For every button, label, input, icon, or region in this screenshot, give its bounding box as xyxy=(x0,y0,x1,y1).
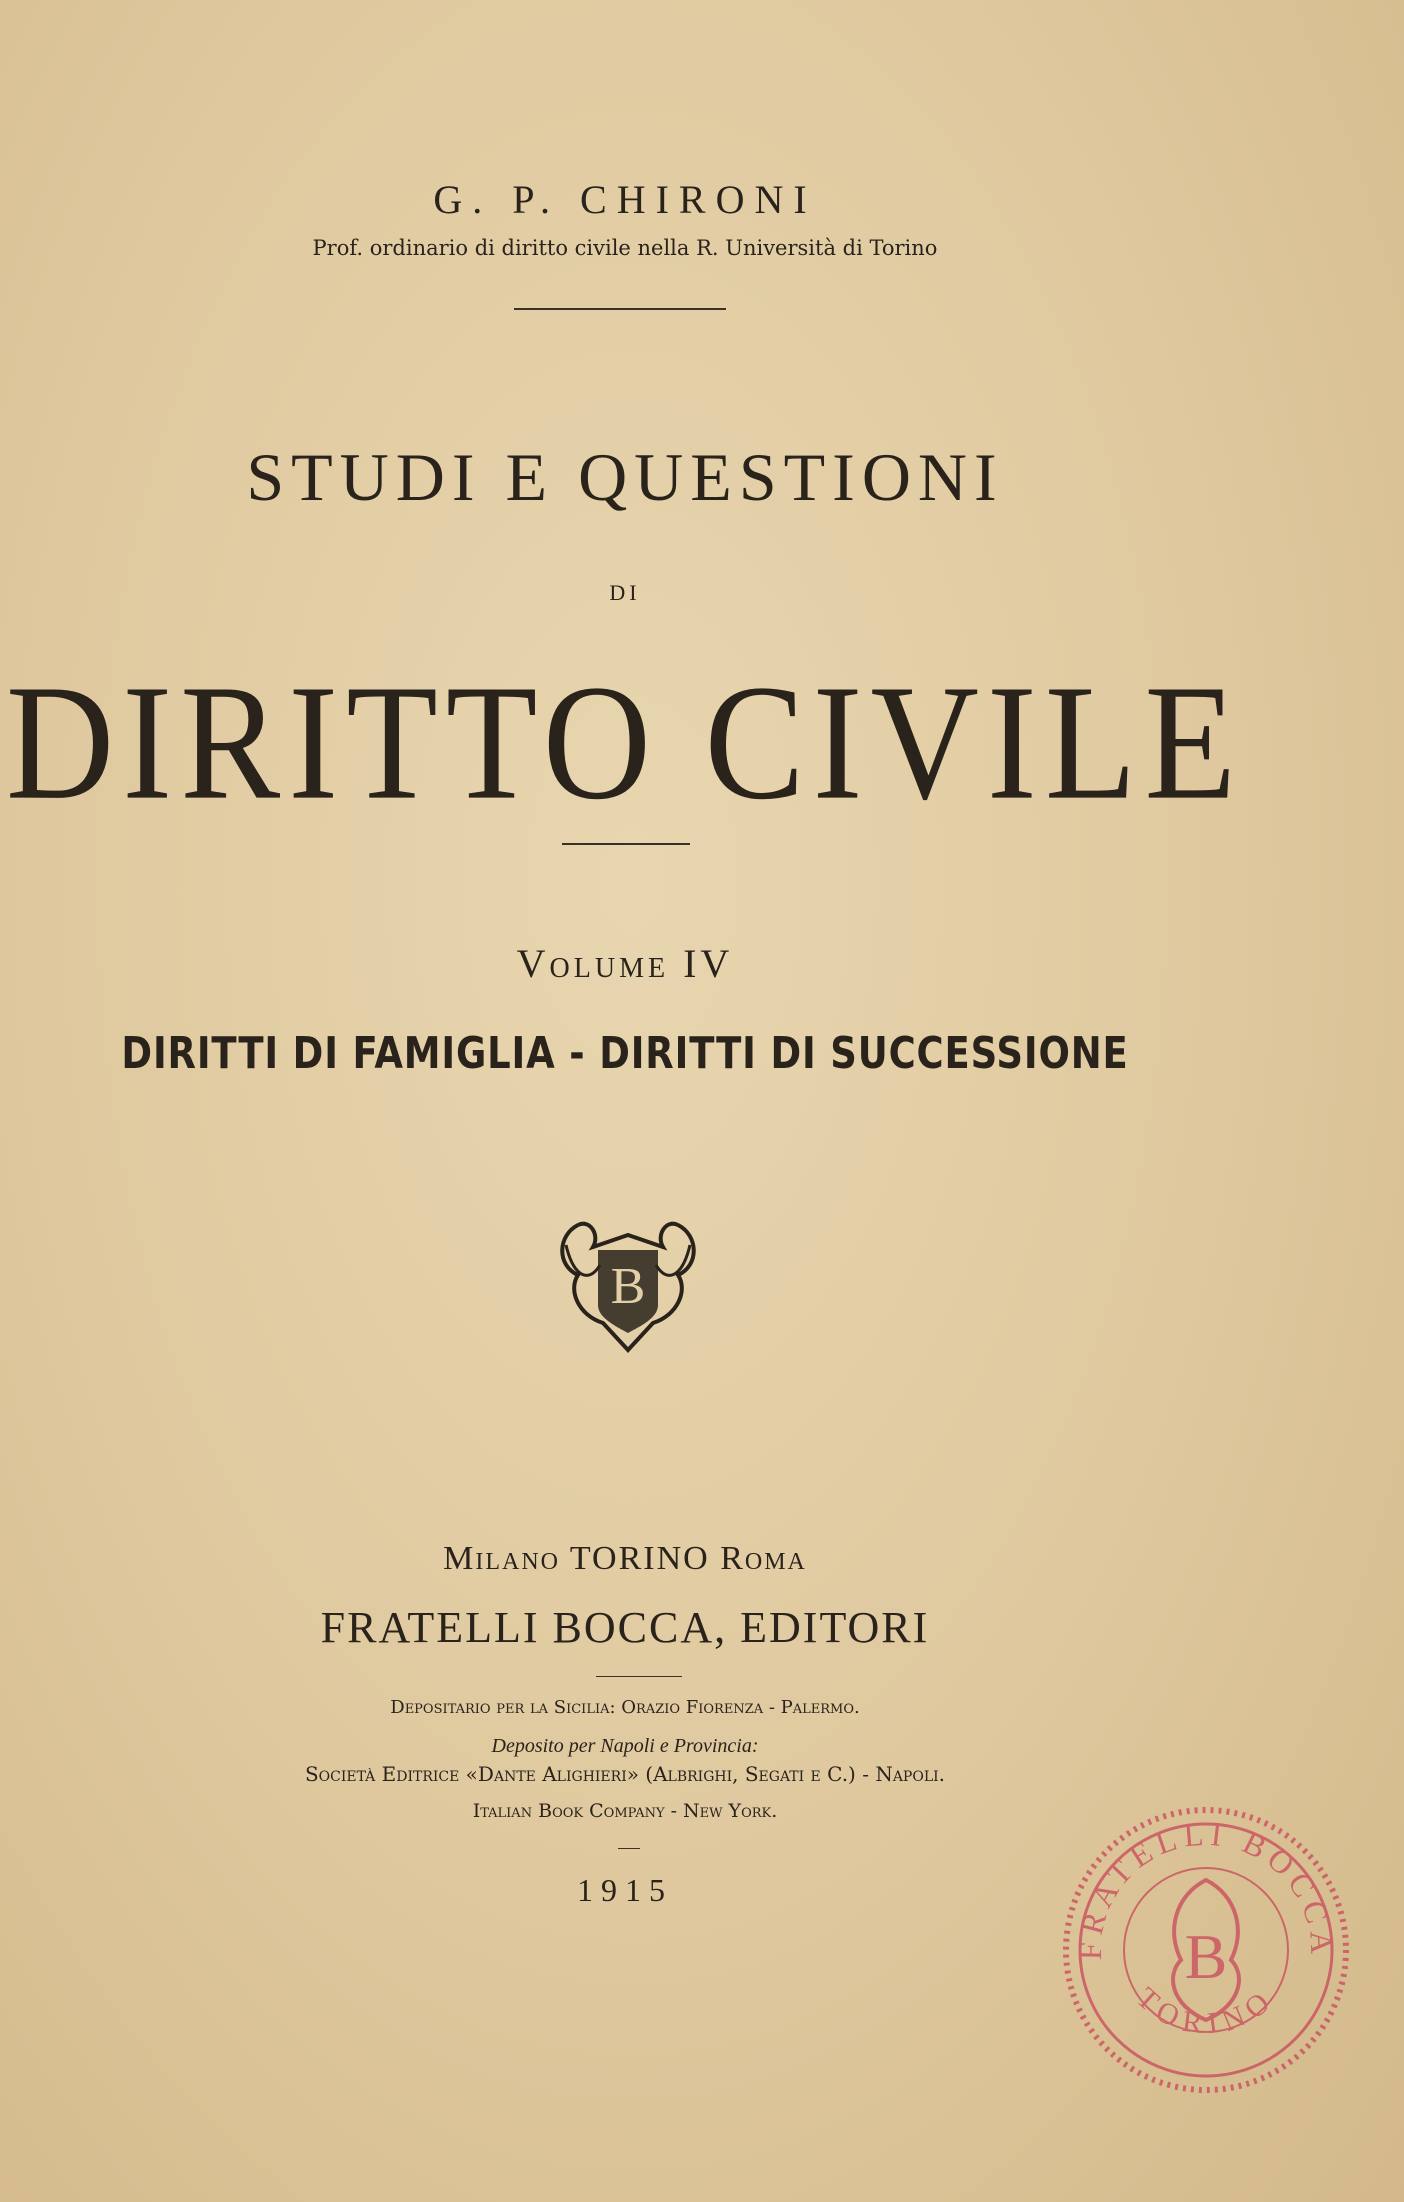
publication-cities: Milano TORINO Roma xyxy=(443,1540,807,1577)
svg-text:B: B xyxy=(1184,1921,1228,1992)
stamp-text-bottom: TORINO xyxy=(1130,1981,1283,2041)
title-line-2: DIRITTO CIVILE xyxy=(5,651,1245,834)
divider-rule xyxy=(562,843,690,845)
italian-book-company: Italian Book Company - New York. xyxy=(472,1800,778,1822)
publication-year: 1915 xyxy=(577,1872,673,1908)
stamp-text-top: FRATELLI BOCCA xyxy=(1071,1815,1341,1961)
divider-rule xyxy=(618,1848,640,1849)
publisher-emblem-icon xyxy=(548,1205,708,1355)
societa-editrice: Società Editrice «Dante Alighieri» (Albrighi, Segati e C.) - Napoli. xyxy=(304,1762,946,1786)
deposito-napoli: Deposito per Napoli e Provincia: xyxy=(491,1735,759,1757)
author-name: G. P. CHIRONI xyxy=(433,177,817,222)
divider-rule xyxy=(514,308,726,310)
subtitle: DIRITTI DI FAMIGLIA - DIRITTI DI SUCCESSIONE xyxy=(121,1028,1129,1079)
publisher-name: FRATELLI BOCCA, EDITORI xyxy=(320,1603,930,1652)
title-connector: DI xyxy=(609,580,641,605)
depositario-sicilia: Depositario per la Sicilia: Orazio Fiorenza - Palermo. xyxy=(390,1697,860,1718)
title-line-1: STUDI E QUESTIONI xyxy=(246,439,1004,515)
volume-label: Volume IV xyxy=(516,941,734,986)
divider-rule xyxy=(596,1676,682,1677)
author-affiliation: Prof. ordinario di diritto civile nella R. Università di Torino xyxy=(312,236,938,260)
publisher-stamp-icon xyxy=(1056,1800,1356,2100)
svg-text:B: B xyxy=(610,1258,646,1315)
